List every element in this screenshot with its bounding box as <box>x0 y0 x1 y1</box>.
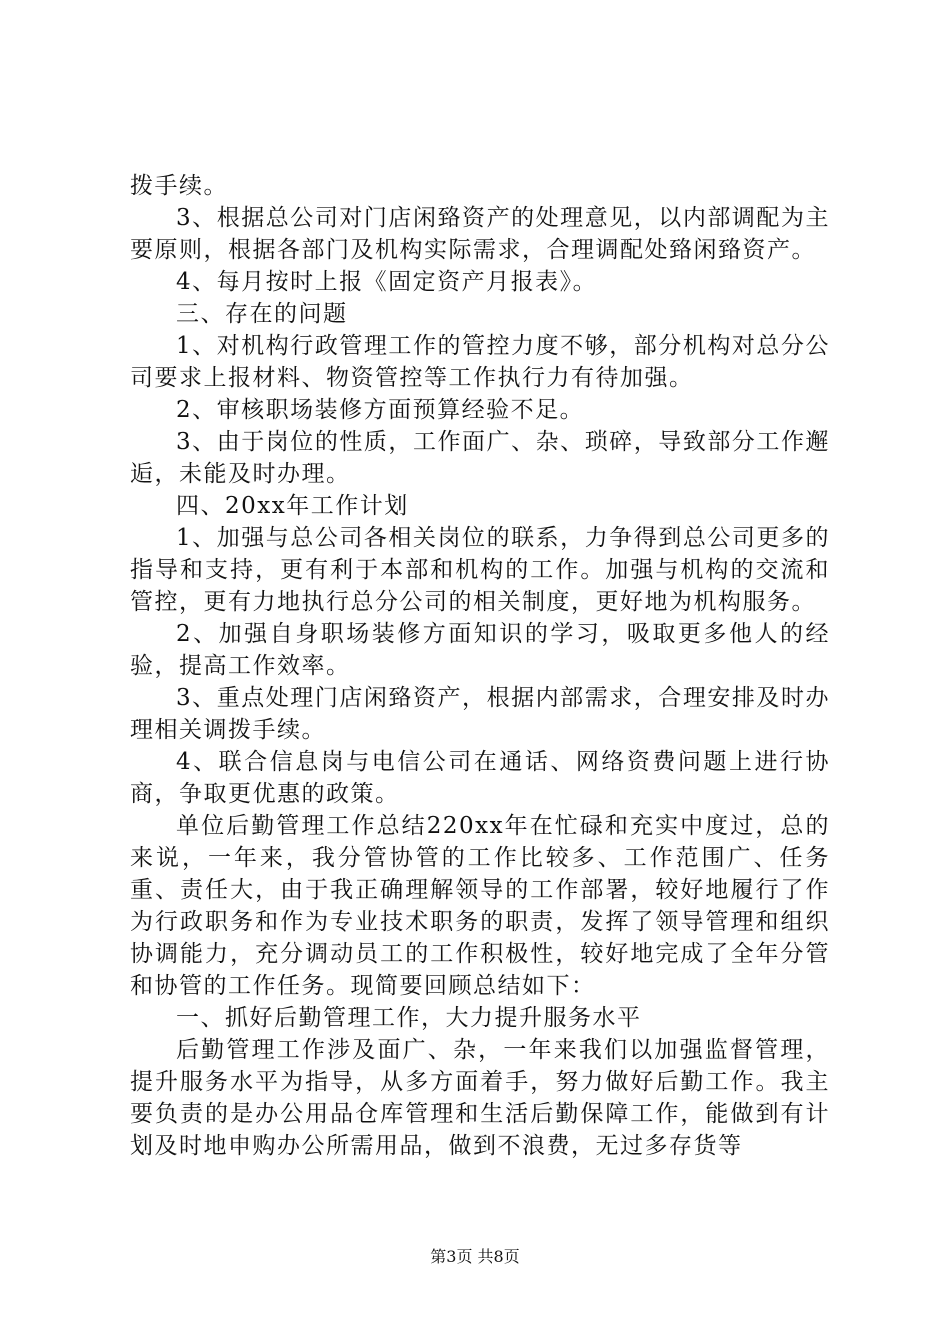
paragraph: 单位后勤管理工作总结220xx年在忙碌和充实中度过，总的来说，一年来，我分管协管的工作比较多、工作范围广、任务重、责任大，由于我正确理解领导的工作部署，较好地履行了作为行政职务和作为专业技术职务的职责，发挥了领导管理和组织协调能力，充分调动员工的工作积极性，较好地完成了全年分管和协管的工作任务。现简要回顾总结如下： <box>130 813 830 999</box>
paragraph: 4、每月按时上报《固定资产月报表》。 <box>176 269 598 295</box>
page-footer <box>0 1244 950 1267</box>
paragraph: 拨手续。 <box>130 173 228 199</box>
paragraph: 1、加强与总公司各相关岗位的联系，力争得到总公司更多的指导和支持，更有利于本部和机构的工作。加强与机构的交流和管控，更有力地执行总分公司的相关制度，更好地为机构服务。 <box>130 525 830 615</box>
paragraph: 3、根据总公司对门店闲臵资产的处理意见，以内部调配为主要原则，根据各部门及机构实际需求，合理调配处臵闲臵资产。 <box>130 205 830 263</box>
section-heading: 四、20xx年工作计划 <box>176 493 409 519</box>
paragraph: 4、联合信息岗与电信公司在通话、网络资费问题上进行协商，争取更优惠的政策。 <box>130 749 830 807</box>
paragraph: 3、由于岗位的性质，工作面广、杂、琐碎，导致部分工作邂逅，未能及时办理。 <box>130 429 830 487</box>
paragraph: 2、审核职场装修方面预算经验不足。 <box>176 397 585 423</box>
section-heading: 三、存在的问题 <box>176 301 348 327</box>
paragraph: 2、加强自身职场装修方面知识的学习，吸取更多他人的经验，提高工作效率。 <box>130 621 830 679</box>
page-number: 第3页 共8页 <box>430 1247 520 1266</box>
paragraph: 1、对机构行政管理工作的管控力度不够，部分机构对总分公司要求上报材料、物资管控等工作执行力有待加强。 <box>130 333 830 391</box>
paragraph: 后勤管理工作涉及面广、杂，一年来我们以加强监督管理，提升服务水平为指导，从多方面着手，努力做好后勤工作。我主要负责的是办公用品仓库管理和生活后勤保障工作，能做到有计划及时地申购办公所需用品，做到不浪费，无过多存货等 <box>130 1037 830 1159</box>
section-heading: 一、抓好后勤管理工作，大力提升服务水平 <box>176 1005 642 1031</box>
document-body <box>130 170 830 1162</box>
paragraph: 3、重点处理门店闲臵资产，根据内部需求，合理安排及时办理相关调拨手续。 <box>130 685 830 743</box>
